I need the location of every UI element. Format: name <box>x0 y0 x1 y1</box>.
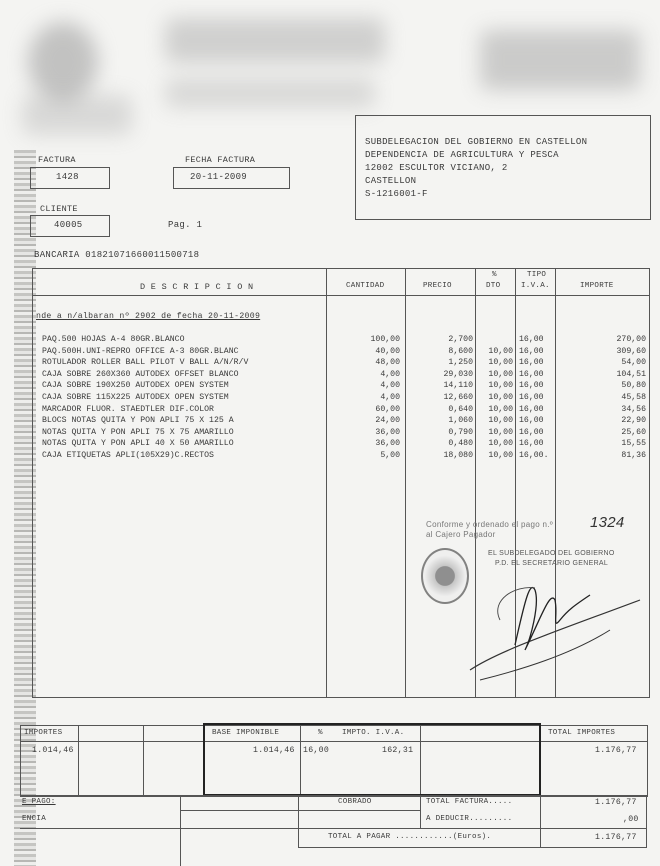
iva-pct-value: 16,00 <box>303 746 330 755</box>
item-precio: 1,060 <box>448 416 473 426</box>
item-dto: 10,00 <box>488 346 513 356</box>
item-cantidad: 24,00 <box>375 416 400 426</box>
item-iva: 16,00 <box>519 439 544 449</box>
impto-iva-label: IMPTO. I.V.A. <box>342 729 405 737</box>
recipient-line-4: CASTELLON <box>365 176 417 186</box>
fecha-factura-label: FECHA FACTURA <box>185 155 256 165</box>
recipient-line-1: SUBDELEGACION DEL GOBIERNO EN CASTELLON <box>365 137 588 147</box>
item-desc: CAJA SOBRE 190X250 AUTODEX OPEN SYSTEM <box>42 381 229 391</box>
item-precio: 0,640 <box>448 404 473 414</box>
signature-icon <box>440 560 660 690</box>
item-desc: BLOCS NOTAS QUITA Y PON APLI 75 X 125 A <box>42 416 234 426</box>
stamp-pago-number: 1324 <box>590 514 625 531</box>
blurred-company-address <box>165 78 375 108</box>
total-a-pagar-label: TOTAL A PAGAR ............(Euros). <box>328 833 492 841</box>
item-precio: 0,480 <box>448 439 473 449</box>
item-cantidad: 4,00 <box>380 369 400 379</box>
item-desc: PAQ.500H.UNI-REPRO OFFICE A-3 80GR.BLANC <box>42 346 239 356</box>
item-iva: 16,00 <box>519 404 544 414</box>
item-desc: MARCADOR FLUOR. STAEDTLER DIF.COLOR <box>42 404 214 414</box>
base-imponible-label: BASE IMPONIBLE <box>212 729 280 737</box>
item-precio: 1,250 <box>448 358 473 368</box>
item-precio: 12,660 <box>443 393 473 402</box>
header-iva: I.V.A. <box>521 282 550 290</box>
blurred-contact-info <box>480 30 640 90</box>
importes-label: IMPORTES <box>24 729 63 737</box>
cliente-label: CLIENTE <box>40 204 78 214</box>
vencimiento-label: ENCIA <box>22 815 47 823</box>
item-cantidad: 4,00 <box>380 393 400 402</box>
item-desc: PAQ.500 HOJAS A-4 80GR.BLANCO <box>42 335 185 344</box>
factura-number: 1428 <box>56 172 79 182</box>
item-iva: 16,00 <box>519 369 544 379</box>
cliente-number: 40005 <box>54 220 83 230</box>
item-importe: 81,36 <box>621 451 646 460</box>
item-importe: 25,60 <box>621 427 646 437</box>
item-desc: NOTAS QUITA Y PON APLI 75 X 75 AMARILLO <box>42 427 234 437</box>
importes-value: 1.014,46 <box>32 746 74 755</box>
item-iva: 16,00 <box>519 427 544 437</box>
item-importe: 15,55 <box>621 439 646 449</box>
albaran-note: nde a n/albaran nº 2902 de fecha 20-11-2009 <box>36 312 261 321</box>
a-deducir-label: A DEDUCIR......... <box>426 815 513 823</box>
item-iva: 16,00 <box>519 358 544 368</box>
item-importe: 54,00 <box>621 358 646 368</box>
item-desc: CAJA ETIQUETAS APLI(105X29)C.RECTOS <box>42 451 214 460</box>
total-importes-value: 1.176,77 <box>595 746 637 755</box>
item-dto: 10,00 <box>488 416 513 426</box>
item-importe: 22,90 <box>621 416 646 426</box>
impto-iva-value: 162,31 <box>382 746 414 755</box>
header-descripcion: D E S C R I P C I O N <box>140 282 254 292</box>
item-cantidad: 48,00 <box>375 358 400 368</box>
item-precio: 2,700 <box>448 335 473 344</box>
total-importes-label: TOTAL IMPORTES <box>548 729 616 737</box>
stamp-secretario-text: P.D. EL SECRETARIO GENERAL <box>495 560 609 567</box>
iva-pct-label: % <box>318 729 323 737</box>
item-precio: 29,030 <box>443 369 473 379</box>
recipient-line-3: 12002 ESCULTOR VICIANO, 2 <box>365 163 508 173</box>
header-dto-pct: % <box>492 271 497 279</box>
item-importe: 50,80 <box>621 381 646 391</box>
header-cantidad: CANTIDAD <box>346 282 385 290</box>
item-desc: ROTULADOR ROLLER BALL PILOT V BALL A/N/R/V <box>42 358 249 368</box>
item-precio: 8,600 <box>448 346 473 356</box>
item-iva: 16,00 <box>519 381 544 391</box>
item-dto: 10,00 <box>488 439 513 449</box>
item-cantidad: 4,00 <box>380 381 400 391</box>
blurred-logo <box>28 22 98 102</box>
item-iva: 16,00 <box>519 346 544 356</box>
header-importe: IMPORTE <box>580 282 614 290</box>
factura-label: FACTURA <box>38 155 76 165</box>
item-cantidad: 36,00 <box>375 427 400 437</box>
bank-account: BANCARIA 0182107166001150071​8 <box>34 250 200 260</box>
item-iva: 16,00 <box>519 393 544 402</box>
header-precio: PRECIO <box>423 282 452 290</box>
recipient-line-2: DEPENDENCIA DE AGRICULTURA Y PESCA <box>365 150 559 160</box>
items-header-divider <box>32 295 649 296</box>
item-iva: 16,00. <box>519 451 549 460</box>
item-desc: CAJA SOBRE 260X360 AUTODEX OFFSET BLANCO <box>42 369 239 379</box>
header-dto: DTO <box>486 282 501 290</box>
stamp-subdelegado-text: EL SUBDELEGADO DEL GOBIERNO <box>488 550 615 557</box>
item-precio: 0,790 <box>448 427 473 437</box>
a-deducir-value: ,00 <box>623 815 639 824</box>
item-dto: 10,00 <box>488 393 513 402</box>
item-importe: 104,51 <box>616 369 646 379</box>
base-imponible-value: 1.014,46 <box>253 746 295 755</box>
fecha-factura-value: 20-11-2009 <box>190 172 248 182</box>
item-dto: 10,00 <box>488 381 513 391</box>
item-precio: 18,080 <box>443 451 473 460</box>
stamp-cajero-text: al Cajero Pagador <box>426 530 496 539</box>
item-importe: 309,60 <box>616 346 646 356</box>
item-dto: 10,00 <box>488 358 513 368</box>
recipient-line-5: S-1216001-F <box>365 189 428 199</box>
item-cantidad: 100,00 <box>370 335 400 344</box>
item-desc: CAJA SOBRE 115X225 AUTODEX OPEN SYSTEM <box>42 393 229 402</box>
item-dto: 10,00 <box>488 427 513 437</box>
item-cantidad: 36,00 <box>375 439 400 449</box>
total-factura-label: TOTAL FACTURA..... <box>426 798 513 806</box>
item-dto: 10,00 <box>488 369 513 379</box>
header-iva-tipo: TIPO <box>527 271 547 279</box>
blurred-logo-sub <box>22 95 132 135</box>
item-cantidad: 5,00 <box>380 451 400 460</box>
total-factura-value: 1.176,77 <box>595 798 637 807</box>
item-importe: 45,58 <box>621 393 646 402</box>
item-dto: 10,00 <box>488 451 513 460</box>
forma-pago-label: E PAGO: <box>22 798 56 806</box>
item-iva: 16,00 <box>519 416 544 426</box>
item-desc: NOTAS QUITA Y PON APLI 40 X 50 AMARILLO <box>42 439 234 449</box>
item-importe: 270,00 <box>616 335 646 344</box>
item-cantidad: 40,00 <box>375 346 400 356</box>
item-importe: 34,56 <box>621 404 646 414</box>
page-number: Pag. 1 <box>168 220 203 230</box>
blurred-company-name <box>165 18 385 63</box>
cobrado-label: COBRADO <box>338 798 372 806</box>
item-cantidad: 60,00 <box>375 404 400 414</box>
item-dto: 10,00 <box>488 404 513 414</box>
stamp-conforme-text: Conforme y ordenado el pago n.º <box>426 520 553 529</box>
item-iva: 16,00 <box>519 335 544 344</box>
total-a-pagar-value: 1.176,77 <box>595 833 637 842</box>
item-precio: 14,110 <box>443 381 473 391</box>
